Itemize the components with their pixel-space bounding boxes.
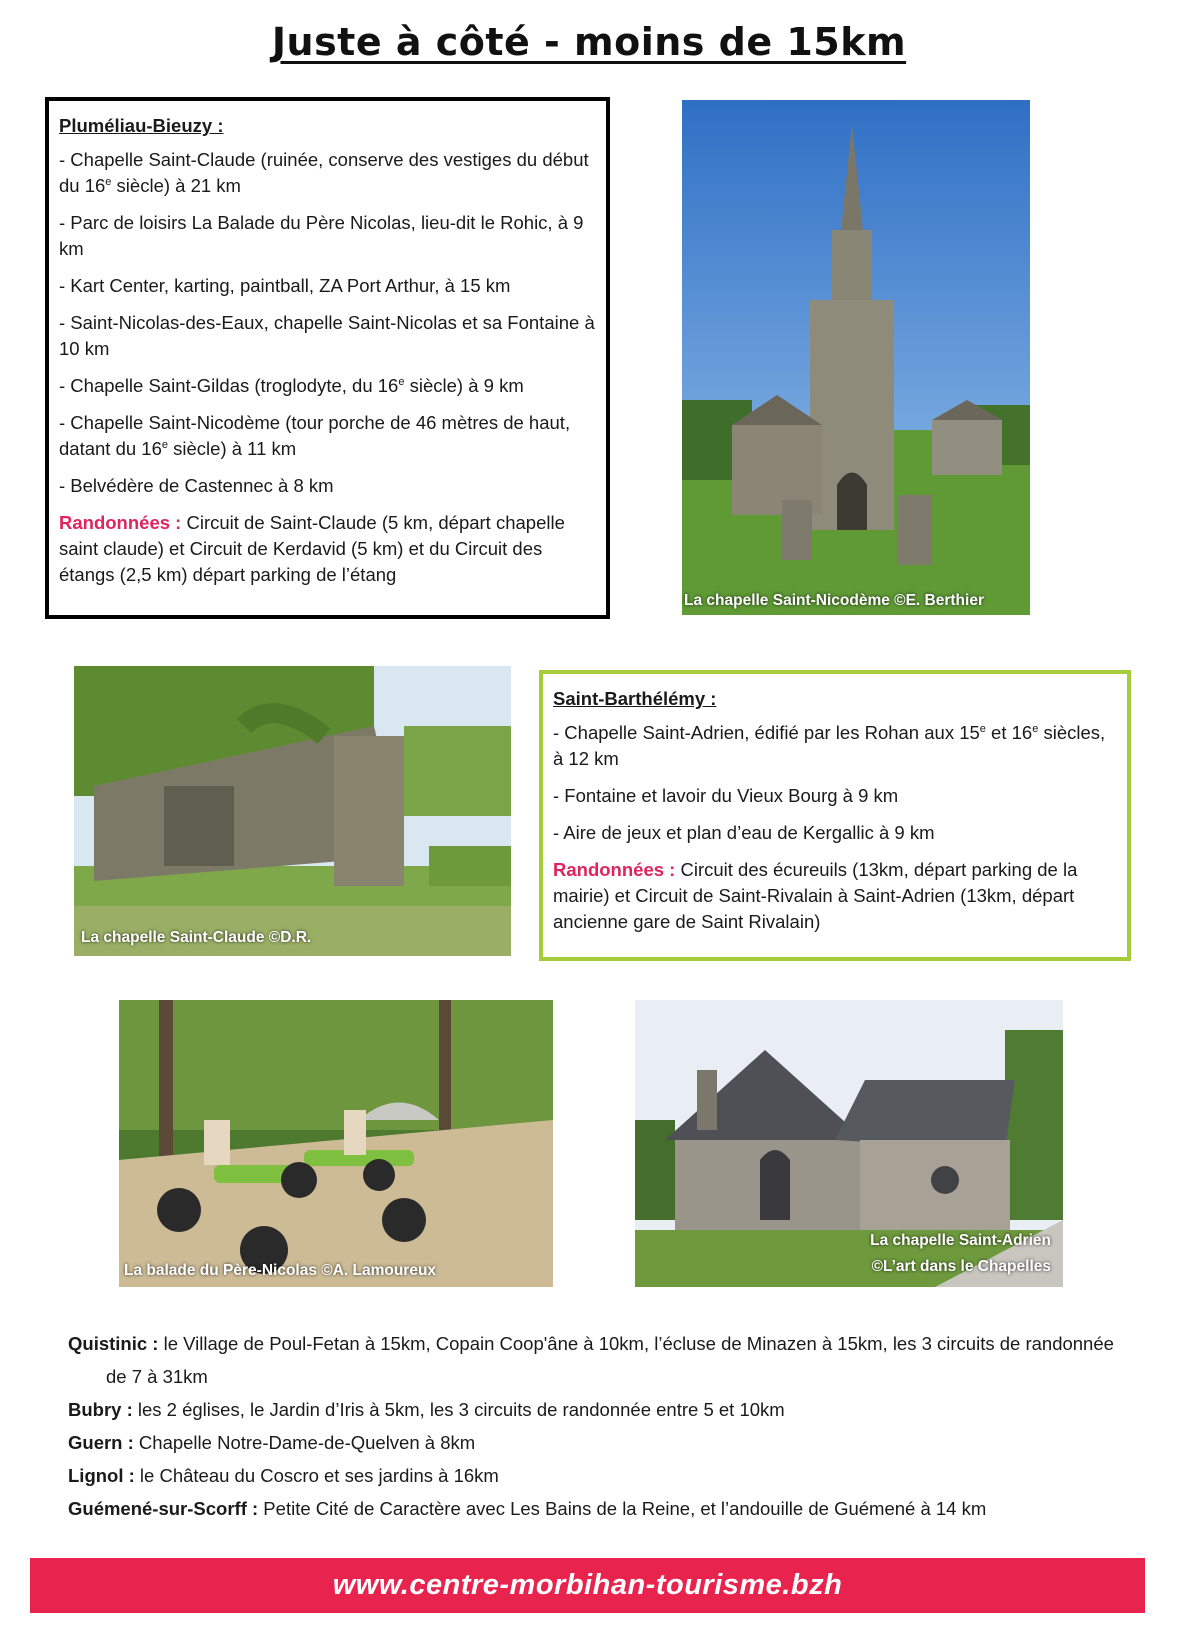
plumeliau-hikes: Randonnées : Circuit de Saint-Claude (5 km, départ chapelle saint claude) et Circuit de Kerdavid (5 km) et du Circuit des étangs (2,5 km) départ parking de l’étang: [59, 512, 565, 585]
caption-adrien-line1: La chapelle Saint-Adrien: [870, 1232, 1051, 1249]
photo-saint-nicodeme: [682, 100, 1030, 615]
barthelemy-hikes: Randonnées : Circuit des écureuils (13km, départ parking de la mairie) et Circuit de Saint-Rivalain à Saint-Adrien (13km, départ ancienne gare de Saint Rivalain): [553, 859, 1078, 932]
town-row: Quistinic : le Village de Poul-Fetan à 15km, Copain Coop'âne à 10km, l’écluse de Minazen à 15km, les 3 circuits de randonnée de 7 à 31km: [68, 1333, 1114, 1387]
plumeliau-heading: Pluméliau-Bieuzy :: [59, 115, 224, 136]
plumeliau-item: - Belvédère de Castennec à 8 km: [59, 475, 334, 496]
ruined-chapel-image: [74, 666, 511, 956]
town-name: Guern :: [68, 1432, 134, 1453]
barthelemy-box: [539, 670, 1131, 961]
caption-balade: La balade du Père-Nicolas ©A. Lamoureux: [124, 1262, 437, 1279]
nearby-towns-list: [68, 1327, 1128, 1525]
plumeliau-item: - Kart Center, karting, paintball, ZA Port Arthur, à 15 km: [59, 275, 511, 296]
plumeliau-item: - Parc de loisirs La Balade du Père Nicolas, lieu-dit le Rohic, à 9 km: [59, 212, 584, 259]
photo-saint-claude: [74, 666, 511, 956]
barthelemy-item: - Chapelle Saint-Adrien, édifié par les Rohan aux 15e et 16e siècles, à 12 km: [553, 722, 1106, 769]
plumeliau-item: - Chapelle Saint-Claude (ruinée, conserve des vestiges du début du 16e siècle) à 21 km: [59, 149, 589, 196]
page-title: Juste à côté - moins de 15km: [271, 20, 907, 64]
town-name: Bubry :: [68, 1399, 133, 1420]
plumeliau-item: - Saint-Nicolas-des-Eaux, chapelle Saint-Nicolas et sa Fontaine à 10 km: [59, 312, 595, 359]
town-row: Bubry : les 2 églises, le Jardin d’Iris à 5km, les 3 circuits de randonnée entre 5 et 10km: [68, 1399, 785, 1420]
plumeliau-box: [45, 97, 610, 619]
town-row: Guern : Chapelle Notre-Dame-de-Quelven à 8km: [68, 1432, 476, 1453]
caption-claude: La chapelle Saint-Claude ©D.R.: [81, 929, 312, 946]
town-row: Guémené-sur-Scorff : Petite Cité de Caractère avec Les Bains de la Reine, et l’andouille de Guémené à 14 km: [68, 1498, 987, 1519]
plumeliau-item: - Chapelle Saint-Gildas (troglodyte, du 16e siècle) à 9 km: [59, 375, 524, 396]
town-name: Lignol :: [68, 1465, 135, 1486]
hike-label: Randonnées :: [553, 859, 676, 880]
town-name: Quistinic :: [68, 1333, 159, 1354]
town-row: Lignol : le Château du Coscro et ses jardins à 16km: [68, 1465, 499, 1486]
pedal-karts-image: [119, 1000, 553, 1287]
barthelemy-item: - Aire de jeux et plan d’eau de Kergallic à 9 km: [553, 822, 935, 843]
page-title-wrap: [0, 20, 1178, 64]
photo-saint-adrien: [635, 1000, 1063, 1287]
caption-adrien-line2: ©L’art dans le Chapelles: [871, 1258, 1051, 1275]
hike-label: Randonnées :: [59, 512, 182, 533]
barthelemy-heading: Saint-Barthélémy :: [553, 688, 717, 709]
footer-website-link[interactable]: www.centre-morbihan-tourisme.bzh: [332, 1569, 843, 1601]
caption-nicodeme: La chapelle Saint-Nicodème ©E. Berthier: [684, 592, 984, 609]
plumeliau-item: - Chapelle Saint-Nicodème (tour porche de 46 mètres de haut, datant du 16e siècle) à 11 km: [59, 412, 571, 459]
footer-banner: [30, 1558, 1145, 1613]
chapel-tower-image: [682, 100, 1030, 615]
barthelemy-item: - Fontaine et lavoir du Vieux Bourg à 9 km: [553, 785, 899, 806]
photo-balade-pere-nicolas: [119, 1000, 553, 1287]
town-name: Guémené-sur-Scorff :: [68, 1498, 259, 1519]
